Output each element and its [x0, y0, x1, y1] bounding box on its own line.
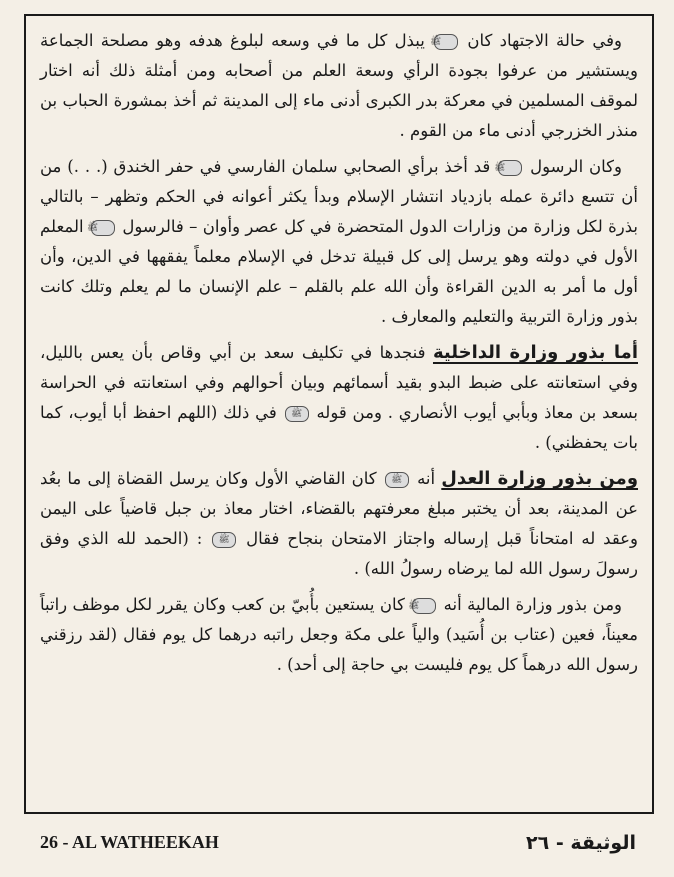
paragraph-text: قد أخذ برأي الصحابي سلمان الفارسي في حفر الخندق (. . .) من أن تتسع دائرة عمله بازدياد انتشار الإسلام وبدأ يكثر أعوانه في الحكم وتظهر – بالتالي بذرة لكل وزارة من وزارات الدول المتحضرة في كل عصر وأوان – فالرسول	[40, 157, 638, 236]
paragraph-text: : (الحمد لله الذي وفق رسولَ رسول الله لما يرضاه رسولُ الله) .	[40, 529, 638, 578]
seal-icon: ﷺ	[91, 220, 115, 236]
paragraph-3	[40, 338, 638, 458]
paragraph-text: في ذلك (اللهم احفظ أبا أيوب، كما بات يحفظني) .	[40, 403, 638, 452]
paragraph-text: أنه	[417, 469, 436, 488]
article-body	[40, 26, 638, 680]
paragraph-2	[40, 152, 638, 332]
seal-icon: ﷺ	[434, 34, 458, 50]
paragraph-text: المعلم الأول في دولته وهو يرسل إلى كل قبيلة تدخل في الإسلام معلماً يفقهها في الدين، وأن أول ما أمر به الدين القراءة وأن الله علم بالقلم – علم الإنسان ما لم يعلم وتلك كانت بذور وزارة التربية والتعليم والمعارف .	[40, 217, 638, 326]
footer-page-label-en: 26 - AL WATHEEKAH	[40, 832, 219, 852]
section-heading-interior: أما بذور وزارة الداخلية	[432, 342, 638, 363]
paragraph-4	[40, 464, 638, 584]
seal-icon: ﷺ	[285, 406, 309, 422]
seal-icon: ﷺ	[498, 160, 522, 176]
section-heading-justice: ومن بذور وزارة العدل	[441, 468, 639, 489]
paragraph-1	[40, 26, 638, 146]
seal-icon: ﷺ	[385, 472, 409, 488]
paragraph-text: وكان الرسول	[530, 157, 623, 176]
paragraph-text: كان القاضي الأول وكان يرسل القضاة إلى ما بعُد عن المدينة، بعد أن يختبر مبلغ معرفتهم بالقضاء، اختار معاذ بن جبل قاضياً على اليمن وعقد له امتحاناً قبل إرساله واجتاز الامتحان بنجاح فقال	[40, 469, 638, 548]
document-frame	[24, 14, 654, 814]
paragraph-text: وفي حالة الاجتهاد كان	[467, 31, 622, 50]
paragraph-text: كان يستعين بأُبيّ بن كعب وكان يقرر لكل موظف راتباً معيناً، فعين (عتاب بن أُسَيد) والياً على مكة وجعل راتبه درهما كل يوم فقال (لقد رزقني رسول الله درهماً كل يوم فليست بي حاجة إلى أحد) .	[40, 595, 638, 674]
page-footer	[0, 826, 674, 866]
paragraph-text: ومن بذور وزارة المالية أنه	[443, 595, 623, 614]
footer-page-label-ar: الوثيقة - ٢٦	[526, 832, 636, 854]
paragraph-text: يبذل كل ما في وسعه لبلوغ هدفه وهو مصلحة الجماعة ويستشير من عرفوا بجودة الرأي وسعة العلم من أصحابه ومن أمثلة ذلك أنه اختار لموقف المسلمين في معركة بدر الكبرى أدنى ماء إلى المدينة ثم أخذ بمشورة الحباب بن منذر الخزرجي أدنى ماء من القوم .	[40, 31, 638, 140]
paragraph-5	[40, 590, 638, 680]
seal-icon: ﷺ	[212, 532, 236, 548]
paragraph-text: فنجدها في تكليف سعد بن أبي وقاص بأن يعس بالليل، وفي استعانته على ضبط البدو بقيد أسمائهم وبيان أحوالهم وفي استعانته في الحراسة بسعد بن معاذ وبأبي أيوب الأنصاري . ومن قوله	[40, 343, 639, 422]
seal-icon: ﷺ	[412, 598, 436, 614]
